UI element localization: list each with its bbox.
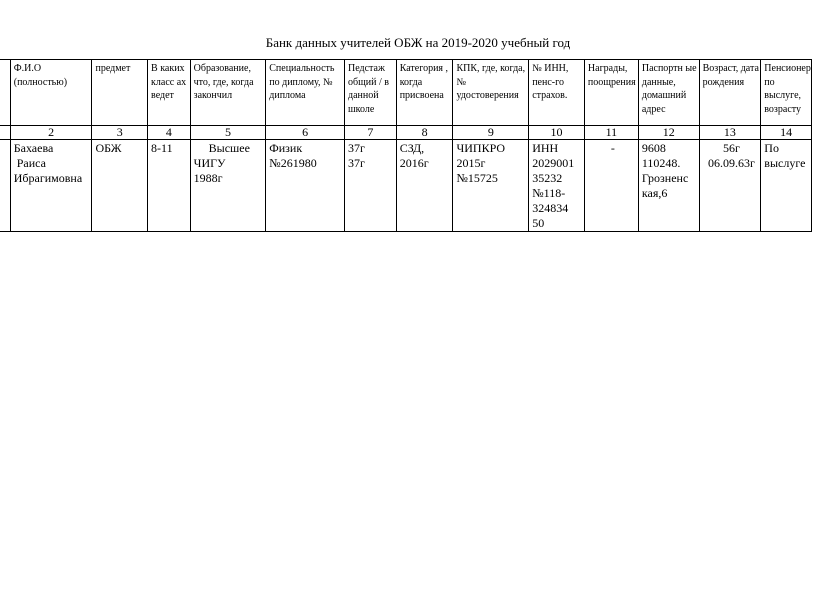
header-cell: Ф.И.О (полностью) (10, 60, 92, 126)
header-cell: Награды, поощрения (584, 60, 638, 126)
column-number: 2 (10, 126, 92, 140)
table-cell (0, 140, 10, 232)
column-number: 9 (453, 126, 529, 140)
column-number: 7 (344, 126, 396, 140)
column-number: 13 (699, 126, 761, 140)
column-number: 10 (529, 126, 585, 140)
header-cell: предмет (92, 60, 148, 126)
awards-cell: - (584, 140, 638, 232)
header-cell: КПК, где, когда, № удостоверения (453, 60, 529, 126)
experience-cell: 37г 37г (344, 140, 396, 232)
subject-cell: ОБЖ (92, 140, 148, 232)
table-row (0, 140, 812, 232)
category-cell: СЗД, 2016г (396, 140, 453, 232)
header-cell (0, 60, 10, 126)
header-cell: Образование, что, где, когда закончил (190, 60, 266, 126)
inn-cell: ИНН 2029001 35232 №118- 324834 50 (529, 140, 585, 232)
header-cell: Специальность по диплому, № диплома (266, 60, 345, 126)
pensioner-cell: По выслуге (761, 140, 812, 232)
teacher-name-cell: Бахаева Раиса Ибрагимовна (10, 140, 92, 232)
column-number: 12 (638, 126, 699, 140)
column-number-row (0, 126, 812, 140)
header-cell: Пенсионер по выслуге, возрасту (761, 60, 812, 126)
grades-cell: 8-11 (148, 140, 191, 232)
column-number: 14 (761, 126, 812, 140)
header-row (0, 60, 812, 126)
column-number: 4 (148, 126, 191, 140)
column-number (0, 126, 10, 140)
specialty-cell: Физик №261980 (266, 140, 345, 232)
education-cell: Высшее ЧИГУ 1988г (190, 140, 266, 232)
header-cell: Возраст, дата рождения (699, 60, 761, 126)
header-cell: № ИНН, пенс-го страхов. (529, 60, 585, 126)
passport-cell: 9608 110248. Грозненс кая,6 (638, 140, 699, 232)
column-number: 8 (396, 126, 453, 140)
header-cell: Педстаж общий / в данной школе (344, 60, 396, 126)
header-cell: В каких класс ах ведет (148, 60, 191, 126)
header-cell: Категория , когда присвоена (396, 60, 453, 126)
column-number: 6 (266, 126, 345, 140)
header-cell: Паспортн ые данные, домашний адрес (638, 60, 699, 126)
training-cell: ЧИПКРО 2015г №15725 (453, 140, 529, 232)
column-number: 5 (190, 126, 266, 140)
column-number: 3 (92, 126, 148, 140)
page-title: Банк данных учителей ОБЖ на 2019-2020 учебный год (265, 35, 571, 50)
column-number: 11 (584, 126, 638, 140)
teachers-table (0, 59, 812, 232)
age-cell: 56г 06.09.63г (699, 140, 761, 232)
